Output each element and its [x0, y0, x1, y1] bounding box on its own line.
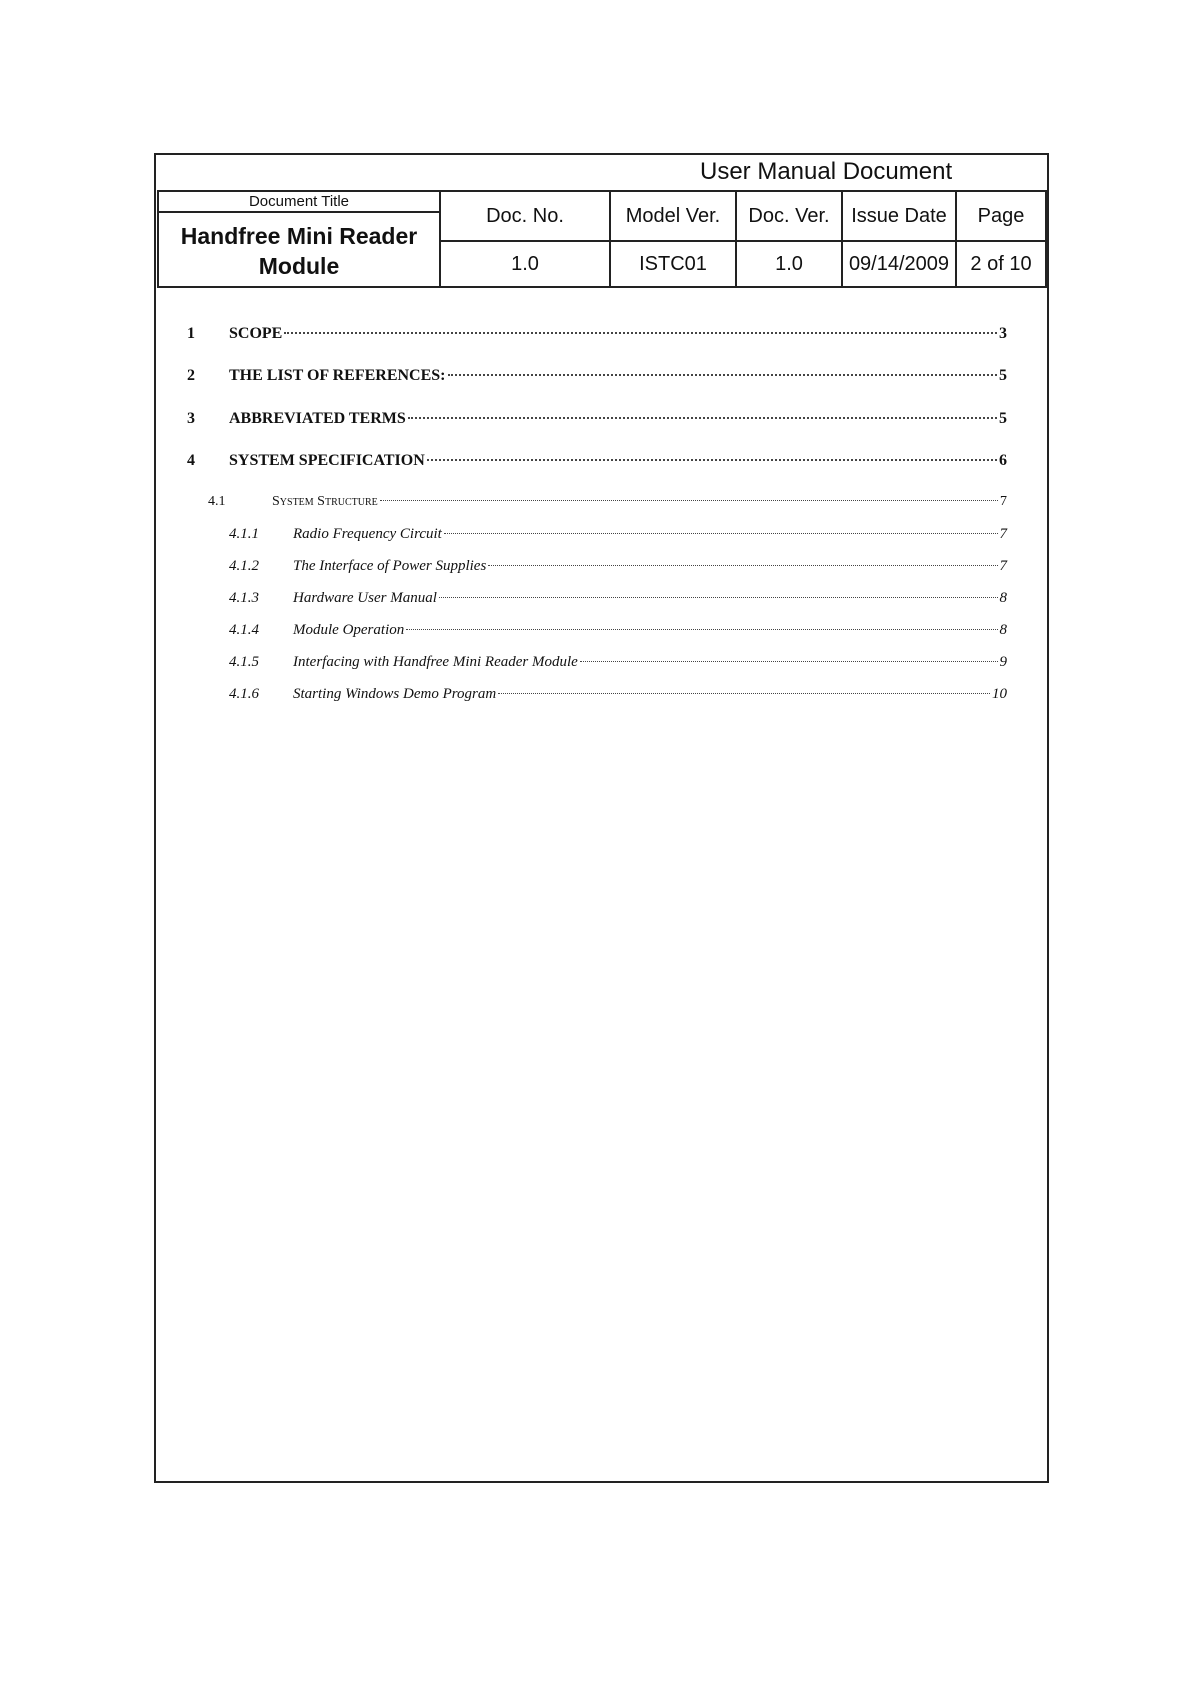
- toc-number: 1: [187, 325, 195, 342]
- document-title-line2: Module: [258, 253, 340, 279]
- toc-entry[interactable]: [229, 622, 1007, 639]
- toc-page-number: 6: [999, 452, 1007, 469]
- page-frame: [154, 153, 1049, 1483]
- toc-number: 4.1: [208, 494, 226, 509]
- toc-leader: [498, 692, 990, 694]
- toc-page-number: 8: [999, 622, 1007, 638]
- toc-title: THE LIST OF REFERENCES:: [229, 367, 446, 384]
- document-header-table: [157, 190, 1047, 288]
- toc-entry[interactable]: [229, 526, 1007, 543]
- toc-number: 4.1.4: [229, 622, 259, 638]
- toc-page-number: 7: [1000, 494, 1007, 509]
- toc-number: 4: [187, 452, 195, 469]
- toc-leader: [380, 499, 998, 501]
- document-title: [159, 213, 439, 281]
- toc-page-number: 7: [999, 558, 1007, 574]
- toc-number: 4.1.1: [229, 526, 259, 542]
- toc-page-number: 3: [999, 325, 1007, 342]
- toc-number: 4.1.6: [229, 686, 259, 702]
- toc-entry[interactable]: [229, 654, 1007, 671]
- toc-entry[interactable]: [187, 410, 1007, 428]
- toc-page-number: 9: [999, 654, 1007, 670]
- toc-page-number: 8: [999, 590, 1007, 606]
- value-doc-ver: 1.0: [736, 241, 842, 287]
- toc-title: Module Operation: [293, 622, 405, 638]
- toc-entry[interactable]: [187, 452, 1007, 470]
- header-doc-no: Doc. No.: [440, 191, 610, 241]
- toc-title: SCOPE: [229, 325, 283, 342]
- toc-leader: [406, 628, 997, 630]
- toc-title: Interfacing with Handfree Mini Reader Module: [293, 654, 578, 670]
- toc-leader: [284, 331, 997, 334]
- toc-entry[interactable]: [229, 558, 1007, 575]
- toc-page-number: 7: [999, 526, 1007, 542]
- toc-title: System Structure: [272, 494, 378, 509]
- toc-entry[interactable]: [229, 686, 1007, 703]
- header-doc-ver: Doc. Ver.: [736, 191, 842, 241]
- document-title-cell: [158, 191, 440, 287]
- toc-page-number: 5: [999, 367, 1007, 384]
- toc-number: 3: [187, 410, 195, 427]
- toc-number: 4.1.2: [229, 558, 259, 574]
- toc-number: 4.1.5: [229, 654, 259, 670]
- toc-leader: [580, 660, 998, 662]
- header-page: Page: [956, 191, 1046, 241]
- toc-entry[interactable]: [187, 367, 1007, 385]
- toc-entry[interactable]: [187, 325, 1007, 343]
- toc-leader: [427, 458, 997, 461]
- toc-title: Radio Frequency Circuit: [293, 526, 442, 542]
- value-page: 2 of 10: [956, 241, 1046, 287]
- value-issue-date: 09/14/2009: [842, 241, 956, 287]
- document-title-line1: Handfree Mini Reader: [180, 223, 418, 249]
- toc-page-number: 10: [992, 686, 1007, 702]
- toc-title: The Interface of Power Supplies: [293, 558, 487, 574]
- toc-title: ABBREVIATED TERMS: [229, 410, 406, 427]
- toc-leader: [439, 596, 998, 598]
- toc-title: Starting Windows Demo Program: [293, 686, 497, 702]
- header-issue-date: Issue Date: [842, 191, 956, 241]
- toc-number: 2: [187, 367, 195, 384]
- toc-leader: [408, 416, 997, 419]
- toc-page-number: 5: [999, 410, 1007, 427]
- value-model-ver: ISTC01: [610, 241, 736, 287]
- toc-title: Hardware User Manual: [293, 590, 437, 606]
- document-title-label: Document Title: [159, 192, 439, 213]
- toc-leader: [448, 373, 998, 376]
- toc-title: SYSTEM SPECIFICATION: [229, 452, 425, 469]
- document-type-title: User Manual Document: [700, 158, 953, 185]
- header-model-ver: Model Ver.: [610, 191, 736, 241]
- toc-number: 4.1.3: [229, 590, 259, 606]
- toc-leader: [488, 564, 997, 566]
- toc-entry[interactable]: [229, 590, 1007, 607]
- value-doc-no: 1.0: [440, 241, 610, 287]
- toc-entry[interactable]: [208, 494, 1007, 510]
- toc-leader: [444, 532, 998, 534]
